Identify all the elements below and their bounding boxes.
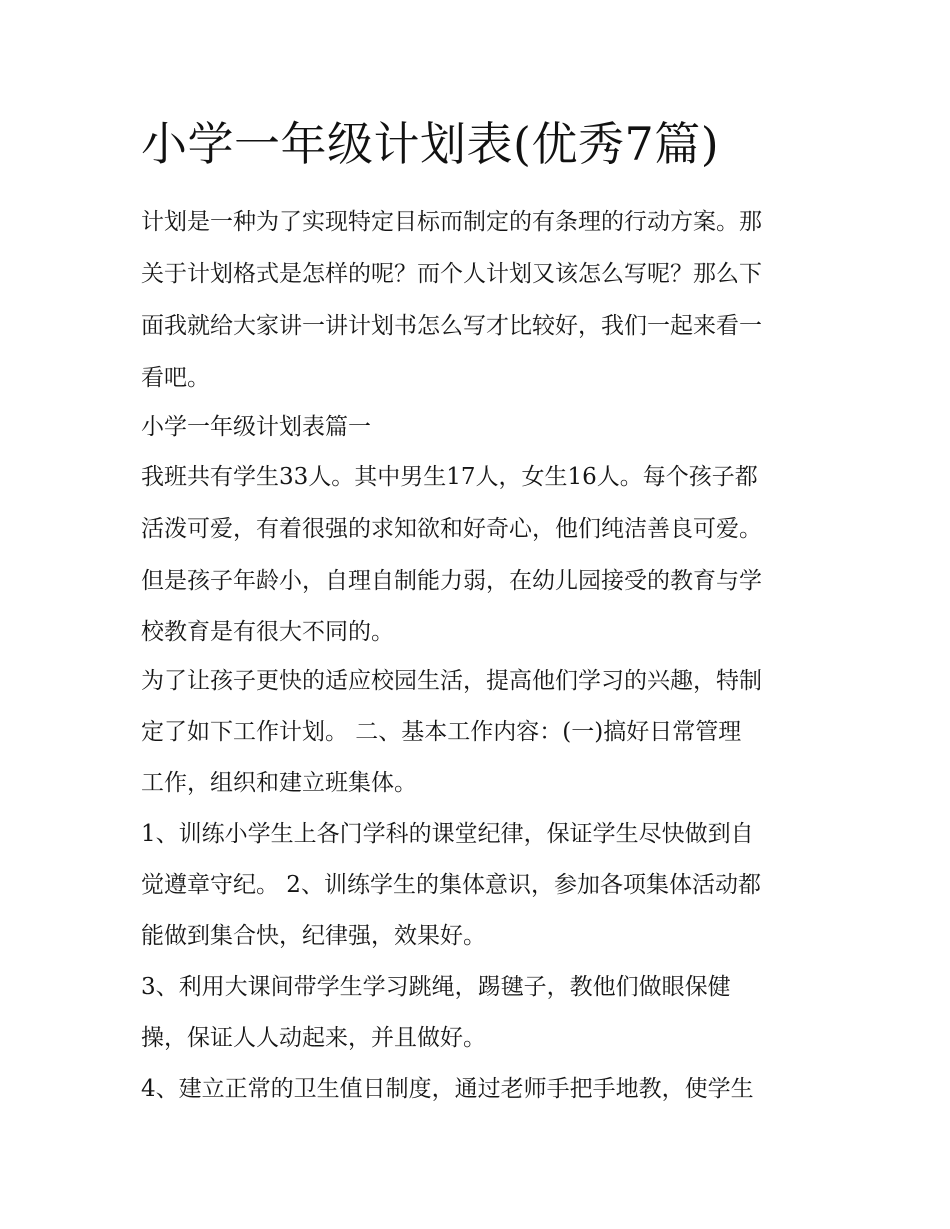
paragraph-line: 面我就给大家讲一讲计划书怎么写才比较好，我们一起来看一 <box>141 313 762 339</box>
paragraph-line: 我班共有学生33人。其中男生17人，女生16人。每个孩子都 <box>141 464 758 490</box>
paragraph-line: 但是孩子年龄小，自理自制能力弱，在幼儿园接受的教育与学 <box>141 568 762 594</box>
paragraph-line: 为了让孩子更快的适应校园生活，提高他们学习的兴趣，特制 <box>141 668 762 694</box>
paragraph-line: 看吧。 <box>141 365 210 391</box>
list-item-line: 操，保证人人动起来，并且做好。 <box>141 1025 486 1051</box>
document-title: 小学一年级计划表(优秀7篇) <box>141 117 720 171</box>
paragraph-line: 关于计划格式是怎样的呢？而个人计划又该怎么写呢？那么下 <box>141 261 762 287</box>
list-item-line: 3、利用大课间带学生学习跳绳，踢毽子，教他们做眼保健 <box>141 974 731 1000</box>
paragraph-line: 计划是一种为了实现特定目标而制定的有条理的行动方案。那 <box>141 209 762 235</box>
list-item-line: 1、训练小学生上各门学科的课堂纪律，保证学生尽快做到自 <box>141 821 754 847</box>
paragraph-line: 定了如下工作计划。 二、基本工作内容：(一)搞好日常管理 <box>141 719 742 745</box>
paragraph-line: 工作，组织和建立班集体。 <box>141 770 417 796</box>
paragraph-line: 活泼可爱，有着很强的求知欲和好奇心，他们纯洁善良可爱。 <box>141 516 762 542</box>
list-item-line: 4、建立正常的卫生值日制度，通过老师手把手地教，使学生 <box>141 1076 754 1102</box>
section-heading: 小学一年级计划表篇一 <box>141 414 371 440</box>
list-item-line: 能做到集合快，纪律强，效果好。 <box>141 923 486 949</box>
list-item-line: 觉遵章守纪。 2、训练学生的集体意识，参加各项集体活动都 <box>141 872 761 898</box>
paragraph-line: 校教育是有很大不同的。 <box>141 619 394 645</box>
